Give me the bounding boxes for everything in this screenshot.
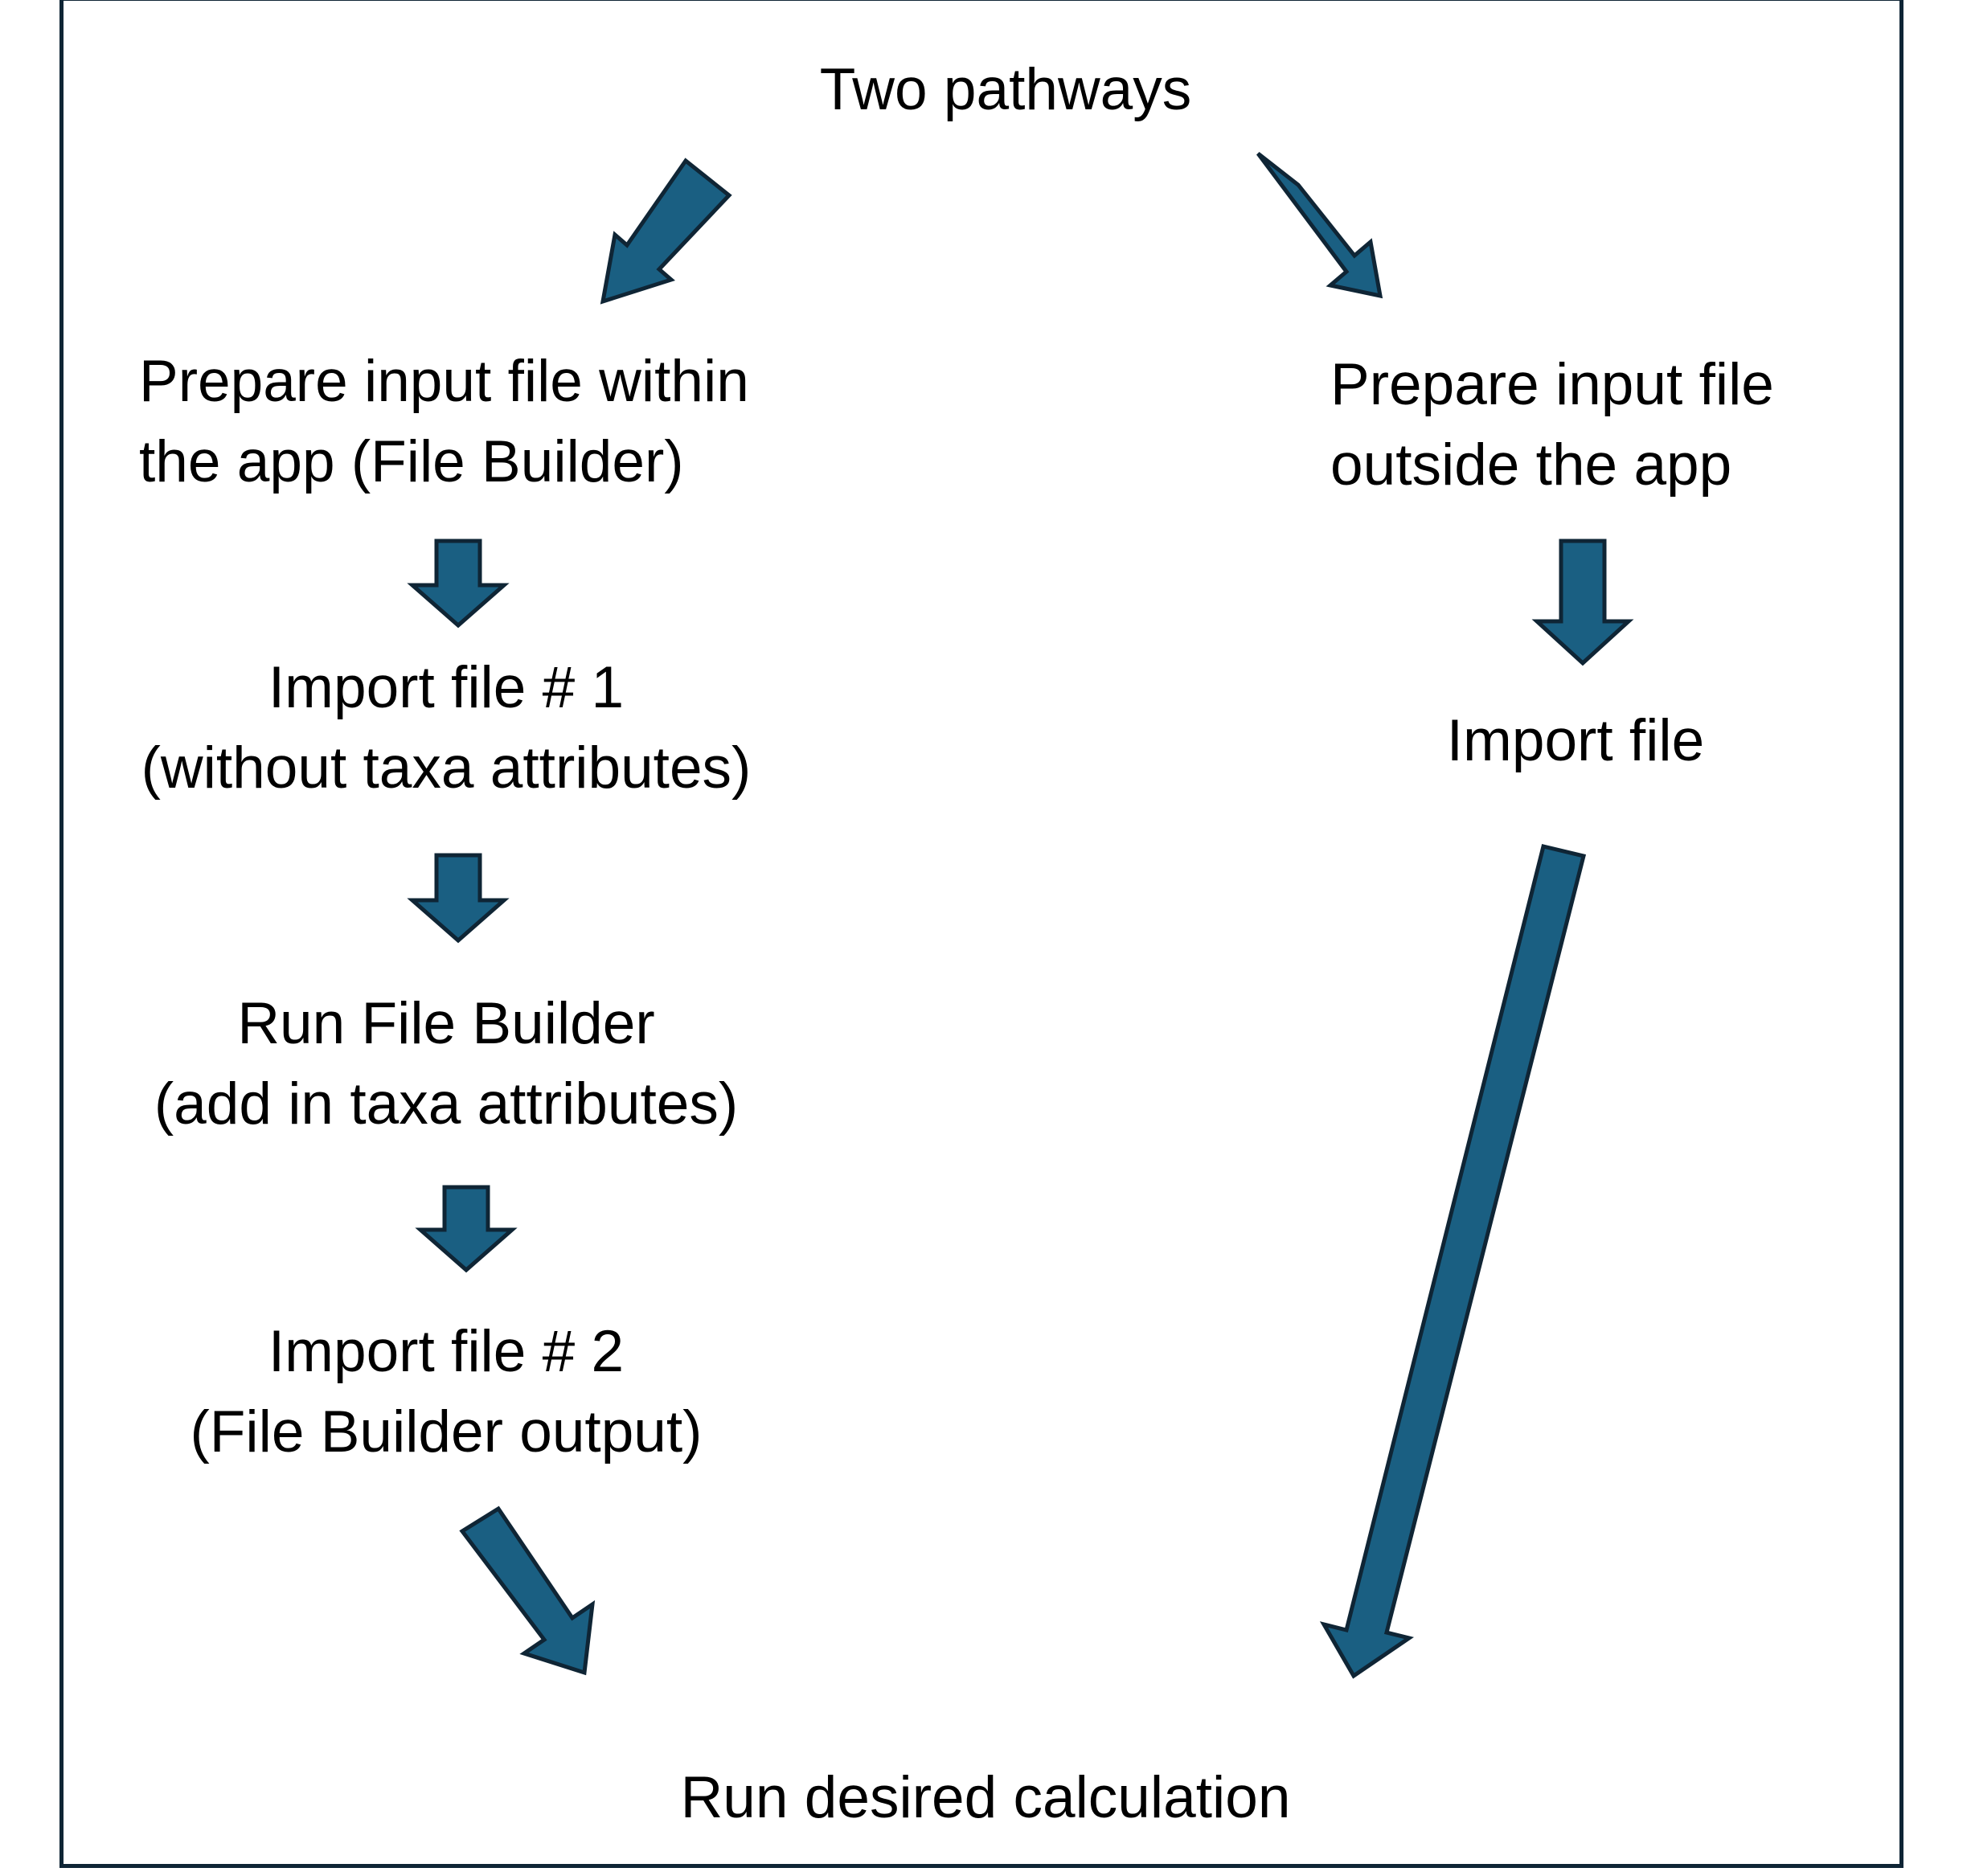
- text-line: (add in taxa attributes): [154, 1071, 739, 1137]
- text-line: Run File Builder: [237, 991, 655, 1056]
- arrow-title-to-right: [1258, 154, 1380, 296]
- left-step-prepare-in-app: [139, 342, 863, 502]
- left-step-run-file-builder: [64, 984, 828, 1145]
- text-line: Import file: [1446, 708, 1705, 773]
- diagram-title: Two pathways: [819, 57, 1192, 122]
- left-step-import-file-1: [64, 648, 828, 809]
- arrow-left-3-to-4: [420, 1187, 512, 1270]
- arrow-left-4-to-end: [462, 1509, 592, 1673]
- arrow-right-2-to-end: [1324, 846, 1584, 1676]
- end-step-run-calculation: Run desired calculation: [680, 1765, 1291, 1830]
- arrow-right-1-to-2: [1537, 541, 1629, 663]
- arrow-left-1-to-2: [412, 541, 504, 625]
- text-line: Import file # 2: [268, 1319, 625, 1384]
- left-step-import-file-2: [64, 1312, 828, 1473]
- text-line: Prepare input file: [1330, 352, 1774, 417]
- right-step-prepare-outside-app: [1330, 345, 1893, 506]
- arrow-title-to-left: [603, 161, 729, 301]
- text-line: (without taxa attributes): [141, 735, 752, 801]
- text-line: Import file # 1: [268, 655, 625, 720]
- text-line: outside the app: [1330, 432, 1732, 498]
- text-line: Prepare input file within: [139, 349, 749, 414]
- arrow-left-2-to-3: [412, 855, 504, 940]
- right-step-import-file: [1334, 701, 1817, 781]
- text-line: the app (File Builder): [139, 429, 684, 494]
- text-line: (File Builder output): [190, 1399, 703, 1464]
